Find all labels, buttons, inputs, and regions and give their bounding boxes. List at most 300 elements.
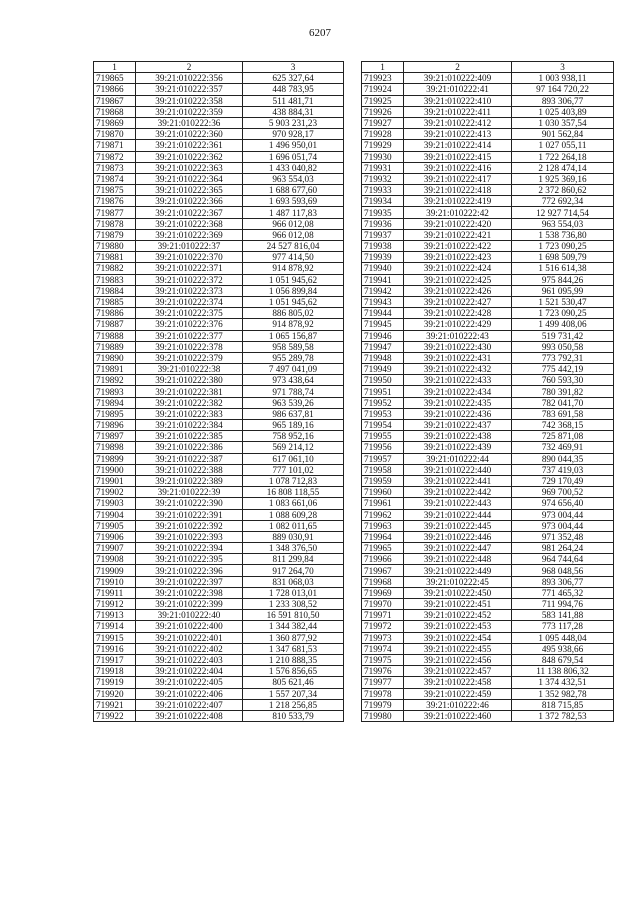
value-cell: 729 170,49 (512, 475, 614, 486)
cadastral-number-cell: 39:21:010222:434 (404, 386, 512, 397)
row-number-cell: 719865 (94, 73, 136, 84)
value-cell: 805 621,46 (243, 677, 344, 688)
row-number-cell: 719944 (362, 308, 404, 319)
value-cell: 783 691,58 (512, 408, 614, 419)
value-cell: 914 878,92 (243, 319, 344, 330)
row-number-cell: 719877 (94, 207, 136, 218)
row-number-cell: 719897 (94, 431, 136, 442)
row-number-cell: 719939 (362, 252, 404, 263)
cadastral-number-cell: 39:21:010222:42 (404, 207, 512, 218)
table-row (94, 330, 344, 341)
cadastral-number-cell: 39:21:010222:380 (136, 375, 243, 386)
value-cell: 1 521 530,47 (512, 296, 614, 307)
row-number-cell: 719964 (362, 531, 404, 542)
value-cell: 16 591 810,50 (243, 610, 344, 621)
value-cell: 1 496 950,01 (243, 140, 344, 151)
row-number-cell: 719949 (362, 364, 404, 375)
table-row (94, 173, 344, 184)
row-number-cell: 719899 (94, 453, 136, 464)
table-row (362, 73, 614, 84)
table-row (362, 442, 614, 453)
cadastral-number-cell: 39:21:010222:412 (404, 117, 512, 128)
row-number-cell: 719936 (362, 218, 404, 229)
table-row (362, 95, 614, 106)
value-cell: 1 078 712,83 (243, 475, 344, 486)
row-number-cell: 719974 (362, 643, 404, 654)
value-cell: 511 481,71 (243, 95, 344, 106)
cadastral-number-cell: 39:21:010222:401 (136, 632, 243, 643)
cadastral-number-cell: 39:21:010222:436 (404, 408, 512, 419)
cadastral-number-cell: 39:21:010222:392 (136, 520, 243, 531)
page-number: 6207 (309, 27, 331, 39)
table-row (94, 241, 344, 252)
row-number-cell: 719980 (362, 710, 404, 721)
cadastral-number-cell: 39:21:010222:379 (136, 352, 243, 363)
cadastral-number-cell: 39:21:010222:437 (404, 420, 512, 431)
row-number-cell: 719938 (362, 241, 404, 252)
row-number-cell: 719962 (362, 509, 404, 520)
cadastral-number-cell: 39:21:010222:397 (136, 576, 243, 587)
row-number-cell: 719866 (94, 84, 136, 95)
row-number-cell: 719940 (362, 263, 404, 274)
cadastral-number-cell: 39:21:010222:445 (404, 520, 512, 531)
table-row (362, 207, 614, 218)
table-row (94, 364, 344, 375)
row-number-cell: 719941 (362, 274, 404, 285)
table-row (362, 587, 614, 598)
value-cell: 7 497 041,09 (243, 364, 344, 375)
value-cell: 12 927 714,54 (512, 207, 614, 218)
value-cell: 1 003 938,11 (512, 73, 614, 84)
value-cell: 725 871,08 (512, 431, 614, 442)
row-number-cell: 719978 (362, 688, 404, 699)
row-number-cell: 719909 (94, 565, 136, 576)
header-row (94, 62, 344, 73)
row-number-cell: 719929 (362, 140, 404, 151)
table-row (94, 587, 344, 598)
cadastral-number-cell: 39:21:010222:422 (404, 241, 512, 252)
row-number-cell: 719955 (362, 431, 404, 442)
cadastral-number-cell: 39:21:010222:388 (136, 464, 243, 475)
value-cell: 1 056 899,84 (243, 285, 344, 296)
value-cell: 893 306,77 (512, 95, 614, 106)
table-row (362, 610, 614, 621)
cadastral-number-cell: 39:21:010222:398 (136, 587, 243, 598)
cadastral-number-cell: 39:21:010222:36 (136, 117, 243, 128)
table-row (362, 386, 614, 397)
cadastral-number-cell: 39:21:010222:375 (136, 308, 243, 319)
row-number-cell: 719894 (94, 397, 136, 408)
row-number-cell: 719911 (94, 587, 136, 598)
row-number-cell: 719977 (362, 677, 404, 688)
cadastral-number-cell: 39:21:010222:405 (136, 677, 243, 688)
row-number-cell: 719975 (362, 654, 404, 665)
value-cell: 973 004,44 (512, 520, 614, 531)
table-row (362, 241, 614, 252)
value-cell: 914 878,92 (243, 263, 344, 274)
cadastral-number-cell: 39:21:010222:449 (404, 565, 512, 576)
cadastral-number-cell: 39:21:010222:372 (136, 274, 243, 285)
row-number-cell: 719881 (94, 252, 136, 263)
value-cell: 1 499 408,06 (512, 319, 614, 330)
row-number-cell: 719943 (362, 296, 404, 307)
table-row (94, 487, 344, 498)
table-body-left (94, 73, 344, 722)
row-number-cell: 719960 (362, 487, 404, 498)
row-number-cell: 719884 (94, 285, 136, 296)
table-row (362, 576, 614, 587)
value-cell: 1 722 264,18 (512, 151, 614, 162)
table-row (94, 621, 344, 632)
row-number-cell: 719886 (94, 308, 136, 319)
cadastral-number-cell: 39:21:010222:378 (136, 341, 243, 352)
value-cell: 1 925 369,16 (512, 173, 614, 184)
table-row (94, 341, 344, 352)
value-cell: 1 083 661,06 (243, 498, 344, 509)
value-cell: 1 025 403,89 (512, 106, 614, 117)
value-cell: 773 792,31 (512, 352, 614, 363)
table-row (94, 218, 344, 229)
value-cell: 966 012,08 (243, 229, 344, 240)
row-number-cell: 719970 (362, 599, 404, 610)
row-number-cell: 719887 (94, 319, 136, 330)
table-row (362, 341, 614, 352)
value-cell: 1 347 681,53 (243, 643, 344, 654)
table-row (362, 375, 614, 386)
cadastral-number-cell: 39:21:010222:374 (136, 296, 243, 307)
row-number-cell: 719920 (94, 688, 136, 699)
row-number-cell: 719883 (94, 274, 136, 285)
table-row (94, 599, 344, 610)
table-row (94, 677, 344, 688)
table-row (362, 520, 614, 531)
value-cell: 1 433 040,82 (243, 162, 344, 173)
cadastral-number-cell: 39:21:010222:409 (404, 73, 512, 84)
table-row (362, 162, 614, 173)
row-number-cell: 719873 (94, 162, 136, 173)
cadastral-number-cell: 39:21:010222:425 (404, 274, 512, 285)
table-row (94, 263, 344, 274)
value-cell: 780 391,82 (512, 386, 614, 397)
cadastral-number-cell: 39:21:010222:417 (404, 173, 512, 184)
row-number-cell: 719969 (362, 587, 404, 598)
cadastral-number-cell: 39:21:010222:432 (404, 364, 512, 375)
row-number-cell: 719967 (362, 565, 404, 576)
value-cell: 973 004,44 (512, 509, 614, 520)
value-cell: 831 068,03 (243, 576, 344, 587)
table-row (362, 352, 614, 363)
cadastral-number-cell: 39:21:010222:429 (404, 319, 512, 330)
row-number-cell: 719900 (94, 464, 136, 475)
value-cell: 986 637,81 (243, 408, 344, 419)
cadastral-number-cell: 39:21:010222:435 (404, 397, 512, 408)
value-cell: 993 050,58 (512, 341, 614, 352)
value-cell: 1 051 945,62 (243, 296, 344, 307)
value-cell: 971 352,48 (512, 531, 614, 542)
row-number-cell: 719888 (94, 330, 136, 341)
table-row (94, 453, 344, 464)
table-row (94, 117, 344, 128)
row-number-cell: 719885 (94, 296, 136, 307)
value-cell: 961 095,99 (512, 285, 614, 296)
table-row (362, 364, 614, 375)
value-cell: 758 952,16 (243, 431, 344, 442)
value-cell: 1 352 982,78 (512, 688, 614, 699)
row-number-cell: 719915 (94, 632, 136, 643)
value-cell: 1 360 877,92 (243, 632, 344, 643)
table-row (94, 408, 344, 419)
table-row (94, 464, 344, 475)
cadastral-number-cell: 39:21:010222:403 (136, 654, 243, 665)
value-cell: 811 299,84 (243, 554, 344, 565)
value-cell: 625 327,64 (243, 73, 344, 84)
table-row (94, 196, 344, 207)
value-cell: 1 095 448,04 (512, 632, 614, 643)
table-row (362, 252, 614, 263)
table-row (362, 308, 614, 319)
row-number-cell: 719867 (94, 95, 136, 106)
table-row (94, 431, 344, 442)
table-row (94, 106, 344, 117)
table-row (94, 610, 344, 621)
row-number-cell: 719942 (362, 285, 404, 296)
row-number-cell: 719875 (94, 185, 136, 196)
cadastral-number-cell: 39:21:010222:456 (404, 654, 512, 665)
cadastral-number-cell: 39:21:010222:433 (404, 375, 512, 386)
cadastral-number-cell: 39:21:010222:358 (136, 95, 243, 106)
cadastral-number-cell: 39:21:010222:395 (136, 554, 243, 565)
cadastral-number-cell: 39:21:010222:364 (136, 173, 243, 184)
row-number-cell: 719927 (362, 117, 404, 128)
table-row (94, 229, 344, 240)
row-number-cell: 719946 (362, 330, 404, 341)
table-row (362, 710, 614, 721)
row-number-cell: 719945 (362, 319, 404, 330)
table-row (94, 308, 344, 319)
cadastral-number-cell: 39:21:010222:369 (136, 229, 243, 240)
row-number-cell: 719976 (362, 666, 404, 677)
table-row (94, 710, 344, 721)
cadastral-number-cell: 39:21:010222:411 (404, 106, 512, 117)
table-row (94, 386, 344, 397)
table-row (94, 140, 344, 151)
row-number-cell: 719947 (362, 341, 404, 352)
cadastral-number-cell: 39:21:010222:450 (404, 587, 512, 598)
value-cell: 438 884,31 (243, 106, 344, 117)
table-row (362, 185, 614, 196)
table-row (94, 442, 344, 453)
row-number-cell: 719953 (362, 408, 404, 419)
table-row (94, 397, 344, 408)
table-row (362, 274, 614, 285)
value-cell: 901 562,84 (512, 129, 614, 140)
cadastral-number-cell: 39:21:010222:383 (136, 408, 243, 419)
row-number-cell: 719889 (94, 341, 136, 352)
row-number-cell: 719930 (362, 151, 404, 162)
value-cell: 973 438,64 (243, 375, 344, 386)
table-row (362, 464, 614, 475)
value-cell: 24 527 816,04 (243, 241, 344, 252)
cadastral-number-cell: 39:21:010222:414 (404, 140, 512, 151)
row-number-cell: 719876 (94, 196, 136, 207)
value-cell: 1 233 308,52 (243, 599, 344, 610)
column-header-3: 3 (243, 62, 344, 73)
value-cell: 782 041,70 (512, 397, 614, 408)
row-number-cell: 719954 (362, 420, 404, 431)
table-row (362, 296, 614, 307)
value-cell: 737 419,03 (512, 464, 614, 475)
row-number-cell: 719958 (362, 464, 404, 475)
cadastral-number-cell: 39:21:010222:400 (136, 621, 243, 632)
table-row (362, 543, 614, 554)
cadastral-number-cell: 39:21:010222:440 (404, 464, 512, 475)
table-row (362, 319, 614, 330)
row-number-cell: 719868 (94, 106, 136, 117)
cadastral-number-cell: 39:21:010222:431 (404, 352, 512, 363)
table-row (94, 73, 344, 84)
cadastral-number-cell: 39:21:010222:391 (136, 509, 243, 520)
cadastral-number-cell: 39:21:010222:384 (136, 420, 243, 431)
value-cell: 1 516 614,38 (512, 263, 614, 274)
row-number-cell: 719932 (362, 173, 404, 184)
row-number-cell: 719898 (94, 442, 136, 453)
cadastral-number-cell: 39:21:010222:40 (136, 610, 243, 621)
table-row (362, 531, 614, 542)
table-row (94, 274, 344, 285)
table-row (94, 185, 344, 196)
value-cell: 970 928,17 (243, 129, 344, 140)
row-number-cell: 719890 (94, 352, 136, 363)
cadastral-number-cell: 39:21:010222:43 (404, 330, 512, 341)
table-row (94, 666, 344, 677)
cadastral-number-cell: 39:21:010222:404 (136, 666, 243, 677)
value-cell: 890 044,35 (512, 453, 614, 464)
cadastral-number-cell: 39:21:010222:444 (404, 509, 512, 520)
cadastral-number-cell: 39:21:010222:382 (136, 397, 243, 408)
value-cell: 818 715,85 (512, 699, 614, 710)
row-number-cell: 719935 (362, 207, 404, 218)
table-row (94, 576, 344, 587)
value-cell: 1 728 013,01 (243, 587, 344, 598)
table-row (362, 117, 614, 128)
value-cell: 760 593,30 (512, 375, 614, 386)
table-row (94, 296, 344, 307)
cadastral-number-cell: 39:21:010222:427 (404, 296, 512, 307)
cadastral-number-cell: 39:21:010222:415 (404, 151, 512, 162)
table-row (94, 554, 344, 565)
cadastral-number-cell: 39:21:010222:428 (404, 308, 512, 319)
cadastral-number-cell: 39:21:010222:453 (404, 621, 512, 632)
value-cell: 495 938,66 (512, 643, 614, 654)
table-row (94, 375, 344, 386)
table-row (94, 319, 344, 330)
cadastral-number-cell: 39:21:010222:394 (136, 543, 243, 554)
cadastral-number-cell: 39:21:010222:365 (136, 185, 243, 196)
table-row (362, 408, 614, 419)
value-cell: 964 744,64 (512, 554, 614, 565)
cadastral-number-cell: 39:21:010222:413 (404, 129, 512, 140)
row-number-cell: 719952 (362, 397, 404, 408)
cadastral-number-cell: 39:21:010222:457 (404, 666, 512, 677)
value-cell: 1 088 609,28 (243, 509, 344, 520)
table-row (362, 599, 614, 610)
cadastral-number-cell: 39:21:010222:44 (404, 453, 512, 464)
row-number-cell: 719906 (94, 531, 136, 542)
cadastral-number-cell: 39:21:010222:363 (136, 162, 243, 173)
value-cell: 569 214,12 (243, 442, 344, 453)
value-cell: 1 348 376,50 (243, 543, 344, 554)
value-cell: 771 465,32 (512, 587, 614, 598)
cadastral-number-cell: 39:21:010222:361 (136, 140, 243, 151)
cadastral-number-cell: 39:21:010222:443 (404, 498, 512, 509)
table-row (362, 285, 614, 296)
value-cell: 1 688 677,60 (243, 185, 344, 196)
table-row (94, 475, 344, 486)
value-cell: 963 539,26 (243, 397, 344, 408)
row-number-cell: 719931 (362, 162, 404, 173)
cadastral-number-cell: 39:21:010222:402 (136, 643, 243, 654)
cadastral-number-cell: 39:21:010222:407 (136, 699, 243, 710)
table-row (362, 229, 614, 240)
table-row (94, 162, 344, 173)
value-cell: 889 030,91 (243, 531, 344, 542)
value-cell: 963 554,03 (512, 218, 614, 229)
value-cell: 955 289,78 (243, 352, 344, 363)
row-number-cell: 719979 (362, 699, 404, 710)
row-number-cell: 719882 (94, 263, 136, 274)
value-cell: 1 082 011,65 (243, 520, 344, 531)
table-row (362, 699, 614, 710)
cadastral-number-cell: 39:21:010222:423 (404, 252, 512, 263)
table-row (362, 688, 614, 699)
cadastral-number-cell: 39:21:010222:416 (404, 162, 512, 173)
table-row (362, 654, 614, 665)
row-number-cell: 719959 (362, 475, 404, 486)
value-cell: 1 218 256,85 (243, 699, 344, 710)
value-cell: 1 051 945,62 (243, 274, 344, 285)
table-row (362, 453, 614, 464)
cadastral-number-cell: 39:21:010222:357 (136, 84, 243, 95)
value-cell: 519 731,42 (512, 330, 614, 341)
row-number-cell: 719872 (94, 151, 136, 162)
cadastral-number-cell: 39:21:010222:367 (136, 207, 243, 218)
row-number-cell: 719948 (362, 352, 404, 363)
cadastral-number-cell: 39:21:010222:458 (404, 677, 512, 688)
cadastral-number-cell: 39:21:010222:426 (404, 285, 512, 296)
cadastral-number-cell: 39:21:010222:46 (404, 699, 512, 710)
value-cell: 971 788,74 (243, 386, 344, 397)
cadastral-number-cell: 39:21:010222:448 (404, 554, 512, 565)
table-row (362, 666, 614, 677)
table-row (362, 218, 614, 229)
cadastral-number-cell: 39:21:010222:386 (136, 442, 243, 453)
value-cell: 958 589,58 (243, 341, 344, 352)
table-row (94, 565, 344, 576)
row-number-cell: 719934 (362, 196, 404, 207)
row-number-cell: 719963 (362, 520, 404, 531)
cadastral-number-cell: 39:21:010222:366 (136, 196, 243, 207)
row-number-cell: 719905 (94, 520, 136, 531)
row-number-cell: 719918 (94, 666, 136, 677)
table-row (94, 509, 344, 520)
cadastral-number-cell: 39:21:010222:360 (136, 129, 243, 140)
table-body-right (362, 73, 614, 722)
cadastral-number-cell: 39:21:010222:430 (404, 341, 512, 352)
value-cell: 969 700,52 (512, 487, 614, 498)
value-cell: 97 164 720,22 (512, 84, 614, 95)
value-cell: 742 368,15 (512, 420, 614, 431)
table-row (94, 498, 344, 509)
